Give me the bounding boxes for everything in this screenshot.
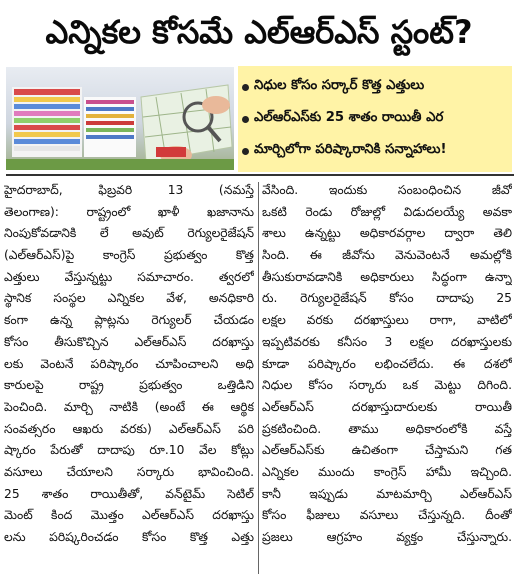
highlight-item <box>242 76 424 98</box>
article-line: ష్కారం పేరుతో దాదాపు రూ.10 వేల కోట్లు <box>4 443 254 458</box>
bullet-icon <box>242 148 249 155</box>
article-line: శాలు ఉన్నట్టు అధికారవర్గాల ద్వారా తెలి <box>262 226 512 241</box>
article-line: నింపుకోవడానికి లే అవుట్‌ రెగ్యులరైజేషన్‌ <box>4 226 254 241</box>
section-divider <box>6 174 514 176</box>
article-line: కోసం తీసుకొచ్చిన ఎల్‌ఆర్‌ఎస్‌ దరఖాస్తు <box>4 334 254 349</box>
highlight-text: మార్చిలోగా పరిష్కారానికి సన్నాహాలు! <box>254 142 447 157</box>
article-line: కానీ ఇప్పుడు మాటమార్చి ఎల్‌ఆర్‌ఎస్‌ <box>262 486 512 501</box>
article-line: ఎన్నికల ముందు కాంగ్రెస్‌ హామీ ఇచ్చింది. <box>262 464 512 479</box>
bullet-icon <box>242 116 249 123</box>
article-line: లక్షల వరకు దరఖాస్తులు రాగా, వాటిలో <box>262 313 512 328</box>
article-line: ప్రకటించింది. తాము అధికారంలోకి వస్తే <box>262 421 512 436</box>
article-line: ఎల్‌ఆర్‌ఎస్‌ దరఖాస్తుదారులకు రాయితీ <box>262 399 512 414</box>
article-line: లను పరిష్కరించడం కోసం కొత్త ఎత్తు <box>4 530 254 544</box>
article-column-left <box>4 180 254 549</box>
article-line: ఒకటి రెండు రోజుల్లో విడుదలయ్యే అవకా <box>262 204 512 219</box>
highlights-panel <box>238 66 512 172</box>
article-line: ఎత్తులు వేస్తున్నట్టు సమాచారం. త్వరలో <box>4 269 254 284</box>
article-line: సింది. ఈ జీవోను వెనువెంటనే అమల్లోకి <box>262 248 512 263</box>
article-line: తెలంగాణ): రాష్ట్రంలో ఖాళీ ఖజానాను <box>4 204 254 219</box>
article-line: కూడా పరిష్కారం లభించలేదు. ఈ దశలో <box>262 356 512 371</box>
article-line: 25 శాతం రాయితీతో, వన్‌టైమ్‌ సెటిల్‌ <box>4 486 254 501</box>
article-line: ఇప్పటివరకు కనీసం 3 లక్షల దరఖాస్తులకు <box>262 334 512 349</box>
article-line: వసూలు చేయాలని సర్కారు భావించింది. <box>4 464 254 479</box>
article-column-right <box>262 180 512 549</box>
column-divider <box>258 182 259 574</box>
article-line: పెంచింది. మార్చి నాటికి (అంటే ఈ ఆర్థిక <box>4 399 254 414</box>
highlight-text: ఎల్‌ఆర్‌ఎస్‌కు 25 శాతం రాయితీ ఎర <box>254 110 444 125</box>
highlight-text: నిధుల కోసం సర్కార్‌ కొత్త ఎత్తులు <box>254 78 425 93</box>
article-line: స్థానిక సంస్థల ఎన్నికల వేళ, అనధికారి <box>4 291 254 306</box>
highlight-item <box>242 140 447 162</box>
article-line: (ఎల్‌ఆర్‌ఎస్‌)పై కాంగ్రెస్‌ ప్రభుత్వం కొత్త <box>4 248 254 263</box>
article-line: కంగా ఉన్న ప్లాట్లను రెగ్యులర్‌ చేయడం <box>4 313 254 328</box>
article-line: కోసం ఫీజులు వసూలు చేస్తున్నది. దీంతో <box>262 508 512 523</box>
land-documents-photo-icon <box>6 67 234 170</box>
article-line: తీసుకురావడానికి అధికారులు సిద్ధంగా ఉన్నా <box>262 269 512 284</box>
article-line: ప్రజలు ఆగ్రహం వ్యక్తం చేస్తున్నారు. <box>262 530 512 544</box>
article-line: కారులపై రాష్ట్ర ప్రభుత్వం ఒత్తిడిని <box>4 378 254 393</box>
highlight-item <box>242 108 443 130</box>
article-line: నిధుల కోసం సర్కారు ఒక మెట్టు దిగింది. <box>262 378 512 393</box>
article-line: మెంట్‌ కింద మొత్తం ఎల్‌ఆర్‌ఎస్‌ దరఖాస్తు <box>4 508 254 523</box>
article-line: ఎల్‌ఆర్‌ఎస్‌కు ఉచితంగా చేస్తామని గత <box>262 443 512 458</box>
article-line: వేసింది. ఇందుకు సంబంధించిన జీవో <box>262 183 512 197</box>
headline: ఎన్నికల కోసమే ఎల్‌ఆర్‌ఎస్‌ స్టంట్‌? <box>45 13 473 51</box>
land-documents-photo <box>6 67 234 170</box>
article-line: లకు వెంటనే పరిష్కారం చూపించాలని అధి <box>4 356 254 371</box>
article-line: రు. రెగ్యులరైజేషన్‌ కోసం దాదాపు 25 <box>262 291 512 306</box>
article-line: సంవత్సరం ఆఖరు వరకు) ఎల్‌ఆర్‌ఎస్‌ పరి <box>4 421 254 436</box>
bullet-icon <box>242 84 249 91</box>
article-line: హైదరాబాద్‌, ఫిబ్రవరి 13 (నమస్తే <box>4 183 254 197</box>
